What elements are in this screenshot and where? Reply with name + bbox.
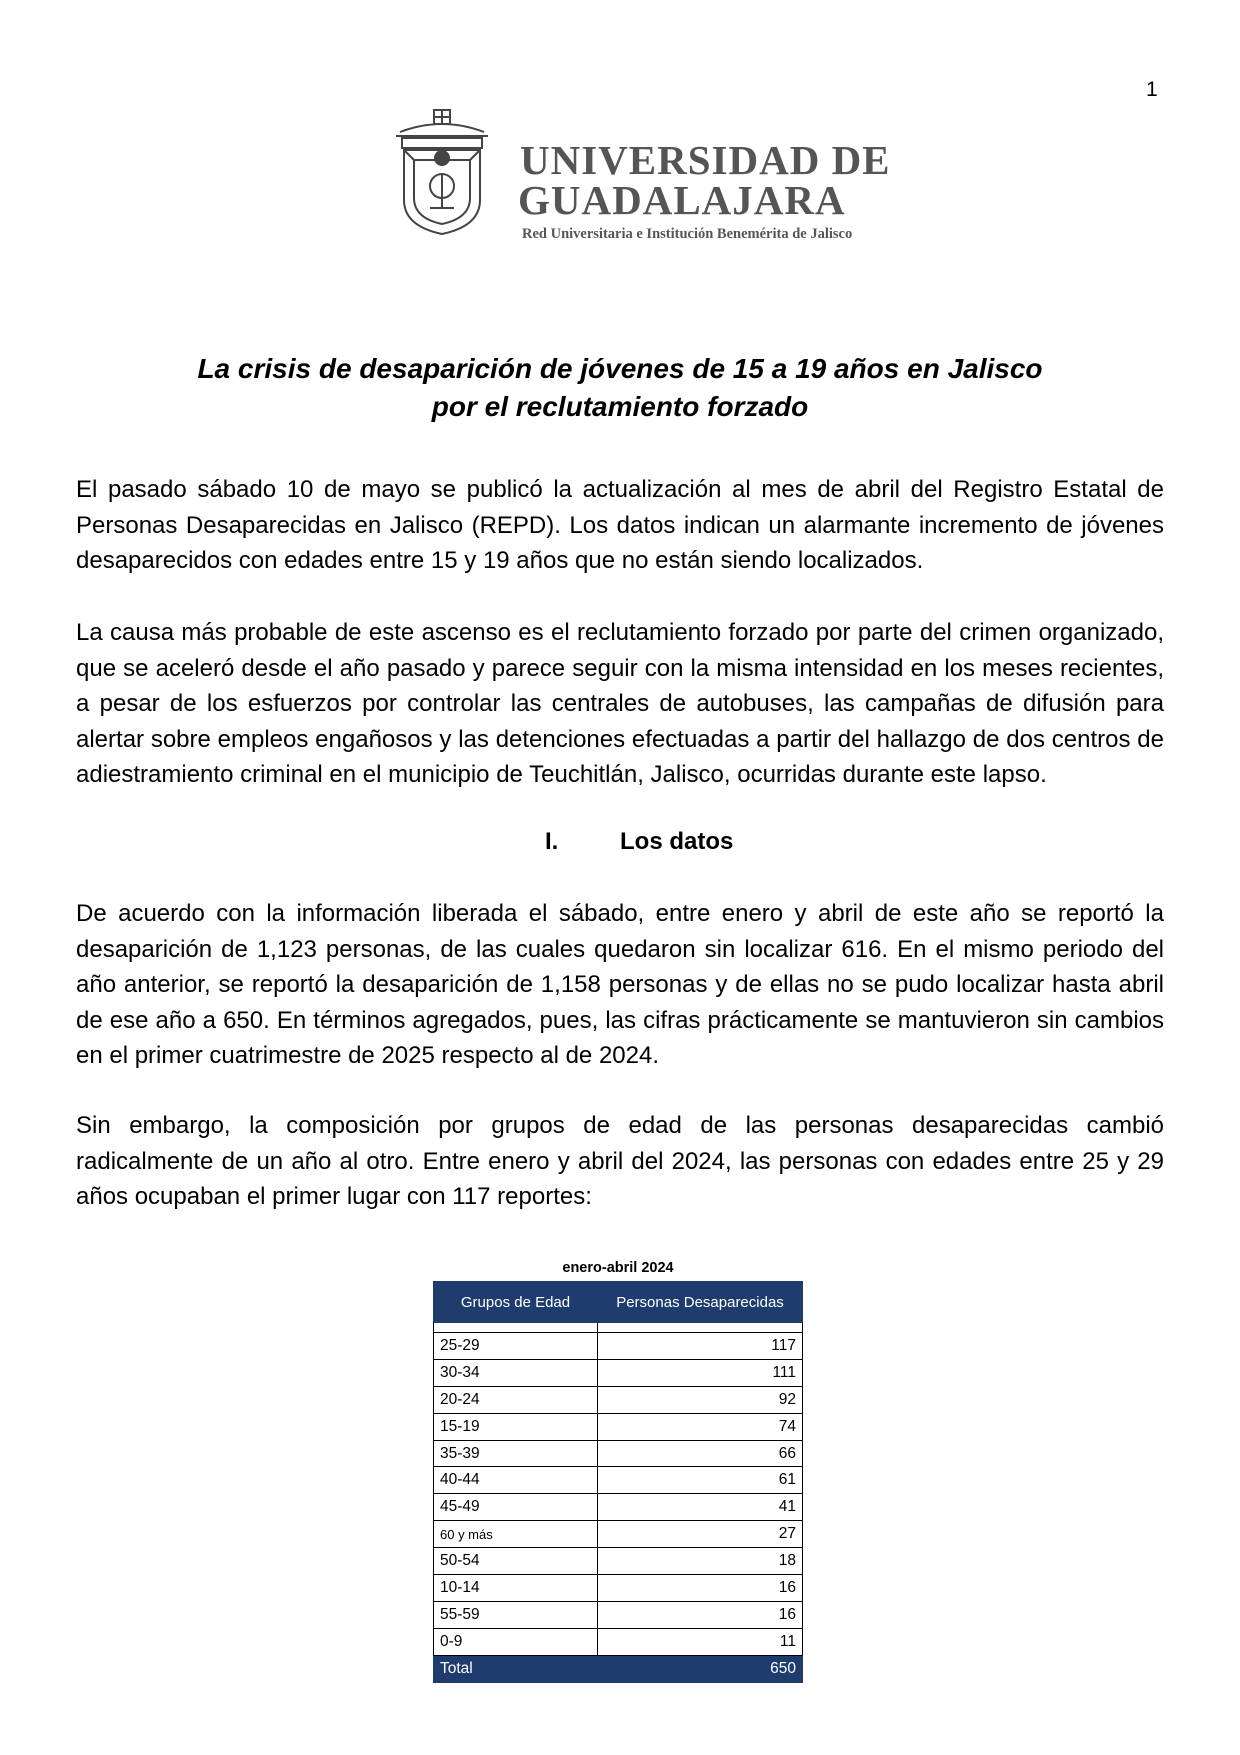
table-row bbox=[434, 1467, 803, 1494]
table-row bbox=[434, 1575, 803, 1602]
count-cell: 74 bbox=[598, 1413, 803, 1440]
section-number: I. bbox=[545, 828, 559, 855]
paragraph-1: El pasado sábado 10 de mayo se publicó la actualización al mes de abril del Registro Estatal de Personas Desaparecidas en Jalisco (REPD). Los datos indican un alarmante incremento de jóvenes desaparecidos con edades entre 15 y 19 años que no están siendo localizados. bbox=[76, 476, 1164, 574]
count-cell: 117 bbox=[598, 1333, 803, 1360]
header-age-group: Grupos de Edad bbox=[434, 1282, 598, 1323]
section-label: Los datos bbox=[620, 828, 734, 855]
count-cell: 27 bbox=[598, 1521, 803, 1548]
age-group-cell: 45-49 bbox=[434, 1494, 598, 1521]
count-cell: 16 bbox=[598, 1601, 803, 1628]
logo-line-1: UNIVERSIDAD DE bbox=[520, 137, 891, 183]
table-row bbox=[434, 1386, 803, 1413]
age-group-cell: 20-24 bbox=[434, 1386, 598, 1413]
table-row bbox=[434, 1494, 803, 1521]
table-caption: enero-abril 2024 bbox=[562, 1260, 674, 1276]
age-group-cell: 50-54 bbox=[434, 1548, 598, 1575]
count-cell: 61 bbox=[598, 1467, 803, 1494]
count-cell: 18 bbox=[598, 1548, 803, 1575]
title-line-1: La crisis de desaparición de jóvenes de 15 a 19 años en Jalisco bbox=[197, 353, 1043, 384]
logo-line-3: Red Universitaria e Institución Benemérita de Jalisco bbox=[522, 226, 853, 242]
table-header-row bbox=[434, 1282, 803, 1323]
header-missing-persons: Personas Desaparecidas bbox=[598, 1282, 803, 1323]
count-cell: 41 bbox=[598, 1494, 803, 1521]
table-row bbox=[434, 1601, 803, 1628]
crest-icon bbox=[390, 108, 495, 238]
table-row bbox=[434, 1548, 803, 1575]
total-value-cell: 650 bbox=[598, 1655, 803, 1682]
total-label-cell: Total bbox=[434, 1655, 598, 1682]
table-row bbox=[434, 1521, 803, 1548]
university-logo bbox=[390, 108, 891, 248]
table-row bbox=[434, 1628, 803, 1655]
count-cell: 66 bbox=[598, 1440, 803, 1467]
table-row bbox=[434, 1333, 803, 1360]
age-group-cell: 10-14 bbox=[434, 1575, 598, 1602]
age-group-cell: 15-19 bbox=[434, 1413, 598, 1440]
table-row bbox=[434, 1359, 803, 1386]
count-cell: 111 bbox=[598, 1359, 803, 1386]
age-group-cell: 30-34 bbox=[434, 1359, 598, 1386]
table-row bbox=[434, 1440, 803, 1467]
paragraph-4: Sin embargo, la composición por grupos de edad de las personas desaparecidas cambió radicalmente de un año al otro. Entre enero y abril del 2024, las personas con edades entre 25 y 29 años ocupaban el primer lugar con 117 reportes: bbox=[76, 1112, 1164, 1210]
table-row bbox=[434, 1413, 803, 1440]
document-title bbox=[0, 350, 1240, 426]
count-cell: 11 bbox=[598, 1628, 803, 1655]
paragraph-3: De acuerdo con la información liberada el sábado, entre enero y abril de este año se reportó la desaparición de 1,123 personas, de las cuales quedaron sin localizar 616. En el mismo periodo del año anterior, se reportó la desaparición de 1,158 personas y de ellas no se pudo localizar hasta abril de ese año a 650. En términos agregados, pues, las cifras prácticamente se mantuvieron sin cambios en el primer cuatrimestre de 2025 respecto al de 2024. bbox=[76, 900, 1164, 1069]
paragraph-2: La causa más probable de este ascenso es el reclutamiento forzado por parte del crimen organizado, que se aceleró desde el año pasado y parece seguir con la misma intensidad en los meses recientes, a pesar de los esfuerzos por controlar las centrales de autobuses, las campañas de difusión para alertar sobre empleos engañosos y las detenciones efectuadas a partir del hallazgo de dos centros de adiestramiento criminal en el municipio de Teuchitlán, Jalisco, ocurridas durante este lapso. bbox=[76, 619, 1164, 788]
count-cell: 92 bbox=[598, 1386, 803, 1413]
table-total-row bbox=[434, 1655, 803, 1682]
logo-line-2: GUADALAJARA bbox=[518, 177, 846, 223]
age-group-cell: 40-44 bbox=[434, 1467, 598, 1494]
title-line-2: por el reclutamiento forzado bbox=[431, 391, 809, 422]
age-group-cell: 25-29 bbox=[434, 1333, 598, 1360]
age-group-cell: 55-59 bbox=[434, 1601, 598, 1628]
table-spacer-row bbox=[434, 1323, 803, 1333]
age-group-cell: 60 y más bbox=[434, 1521, 598, 1548]
page-number: 1 bbox=[1146, 78, 1158, 101]
age-group-table bbox=[433, 1281, 803, 1683]
count-cell: 16 bbox=[598, 1575, 803, 1602]
age-group-cell: 35-39 bbox=[434, 1440, 598, 1467]
age-group-cell: 0-9 bbox=[434, 1628, 598, 1655]
